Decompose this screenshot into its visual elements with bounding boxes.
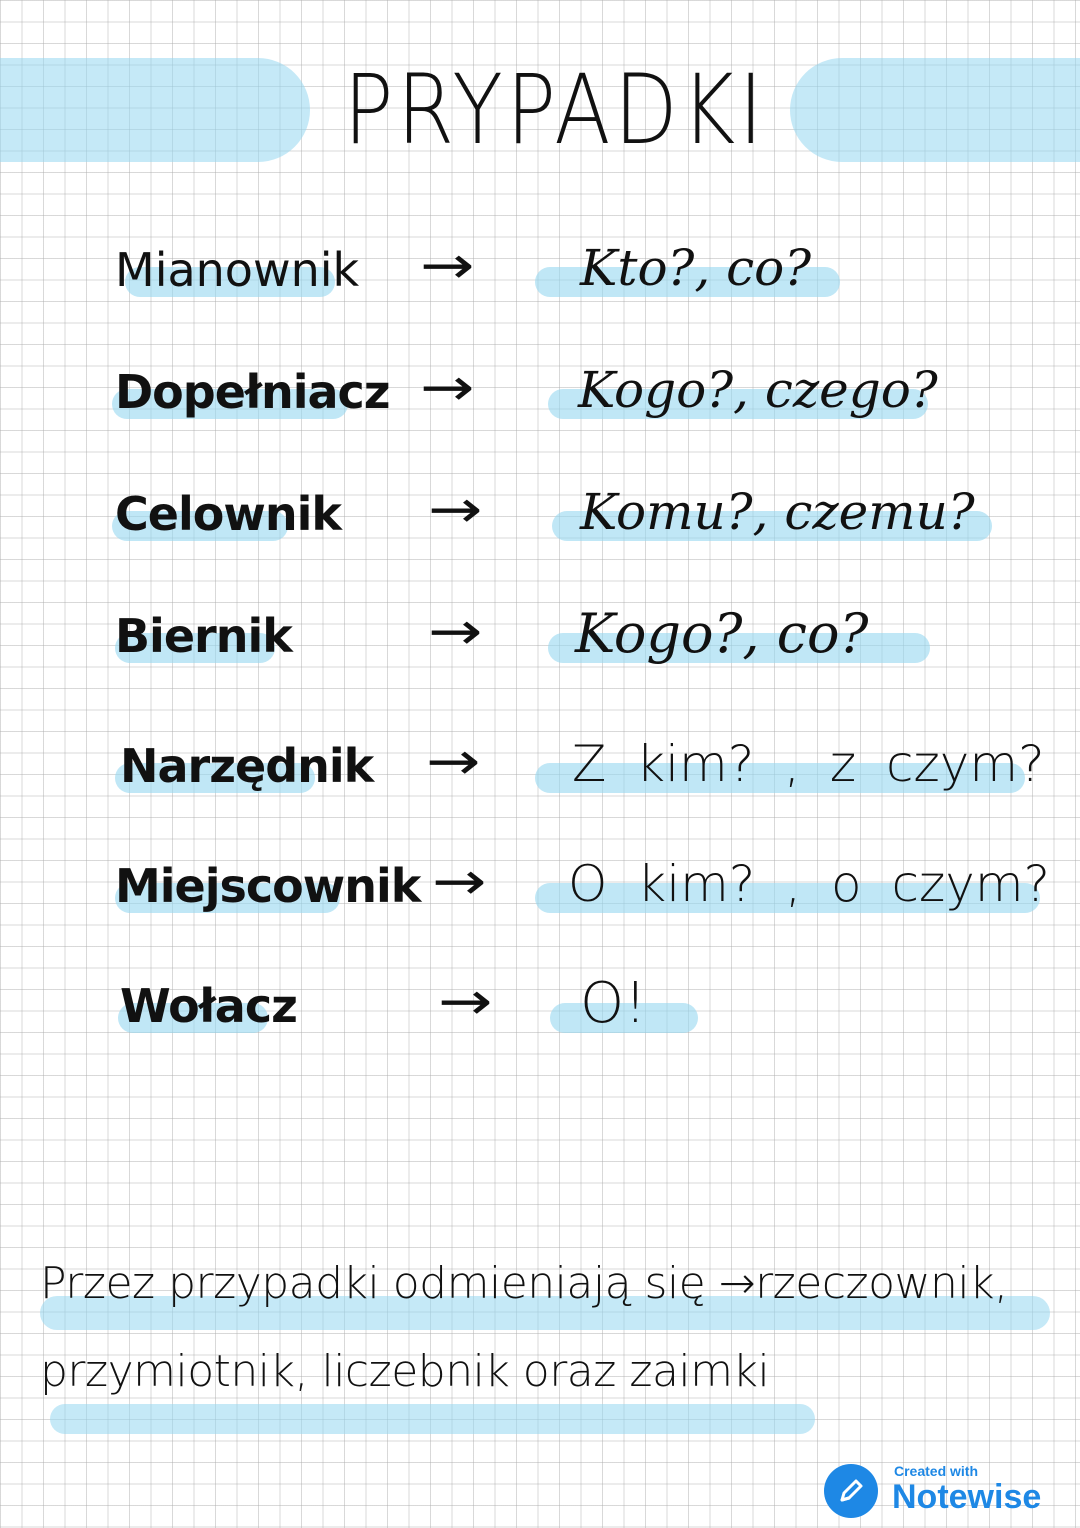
case-question: Kogo?, czego? [578,361,938,419]
arrow-icon: → [428,480,483,540]
case-row-celownik [0,466,1080,556]
note-line1: Przez przypadki odmieniają się →rzeczownik, [40,1258,1008,1309]
title-highlight-right [790,58,1080,162]
arrow-icon: → [432,852,487,912]
title-highlight-left [0,58,310,162]
case-question: Kto?, co? [580,239,812,297]
case-row-narzednik [0,718,1080,808]
case-question: Komu?, czemu? [580,483,975,541]
case-name: Dopełniacz [115,365,390,419]
case-name: Mianownik [115,243,360,297]
case-name: Narzędnik [120,739,374,793]
case-name: Celownik [115,487,341,541]
case-row-wolacz [0,958,1080,1048]
case-question: Kogo?, co? [575,602,869,665]
case-row-mianownik [0,222,1080,312]
arrow-icon: → [426,732,481,792]
note-text [40,1240,1060,1416]
arrow-icon: → [420,236,475,296]
case-question: Z kim? , z czym? [572,735,1045,793]
case-name: Miejscownik [115,859,421,913]
brand-caption: Created with [894,1463,979,1479]
arrow-icon: → [420,358,475,418]
case-row-dopelniacz [0,344,1080,434]
case-question: O! [580,971,647,1036]
case-name: Biernik [115,609,292,663]
pencil-icon [824,1464,878,1518]
arrow-icon: → [428,602,483,662]
case-row-biernik [0,588,1080,678]
notewise-badge [824,1462,1064,1518]
case-row-miejscownik [0,838,1080,928]
arrow-icon: → [438,972,493,1032]
case-question: O kim? , o czym? [568,855,1051,913]
case-name: Wołacz [120,979,297,1033]
note-line2: przymiotnik, liczebnik oraz zaimki [40,1346,770,1397]
brand-name: Notewise [892,1478,1042,1516]
page-title: PRYPADKI [343,54,767,166]
